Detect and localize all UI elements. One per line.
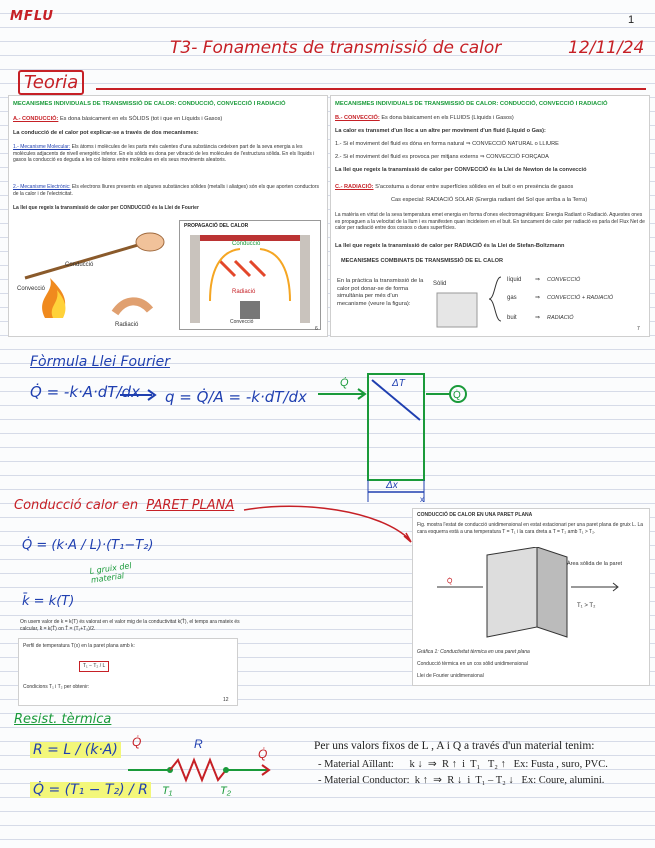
pared-label-area: Àrea sòlida de la paret [567,561,623,567]
pared-title [14,498,234,513]
circuit-q-left: Q̇ [132,735,142,749]
item-a [13,116,325,123]
page-number: 1 [628,14,635,26]
propagation-drawing [180,231,320,327]
intro: La conducció de el calor pot explicar-se a través de dos mecanismes: [13,130,199,136]
circuit-q-right: Q̇ [258,747,268,761]
item-a-text: Es dona bàsicament en els SÒLIDS (tot i que en Líquids i Gasos) [59,116,223,122]
propagation-figure [179,220,321,330]
mech1-label: 1.- Mecanisme Molecular: [13,144,71,150]
slide-right-heading: MECANISMES INDIVIDUALS DE TRANSMISSIÓ DE CALOR: CONDUCCIÓ, CONVECCIÓ I RADIACIÓ [335,101,608,107]
combined-title: MECANISMES COMBINATS DE TRANSMISSIÓ DE EL CALOR [341,258,504,264]
illus-label-radiacio: Radiació [115,322,139,328]
rad-text: La matèria en virtut de la seva temperatura emet energia en forma d'ones electromagnètiques: Energia Radiant o Radiació. Aquestes ones es propaguen a la velocitat de la llum i es manifesten quan incideixen en el buit. En tancament de calor per radiació es parla del Flux Net de calor per radiació entre dos cossos o dues superfícies. [335,212,645,231]
item-c-label: C.- RADIACIÓ: [335,184,374,190]
mech2-label: 2.- Mecanisme Electrònic: [13,184,71,190]
fourier-title: Fòrmula Llei Fourier [30,354,170,370]
fourier-eq2: q = Q̇/A = -k·dT/dx [165,388,307,406]
item-c-text2: Cas especial: RADIACIÓ SOLAR (Energia radiant del Sol que arriba a la Terra) [391,197,588,203]
section-title: Teoria [18,70,84,95]
pared-title-emph: PARET PLANA [146,498,235,513]
illus-label-conduccio: Conducció [65,262,94,268]
illus-label-conveccio: Convecció [17,286,46,292]
propagation-title: PROPAGACIÓ DEL CALOR [184,223,249,229]
resist-row-2: - Material Conductor: k ↑ ⇒ R ↓ i T₁ – T₂ ↓ Ex: Coure, alumini. [318,775,605,786]
pared-line-1: Conducció tèrmica en un cos sòlid unidimensional [417,661,528,667]
mini-bottom: Condicions T₁ i T₂ per obtenir: [23,684,90,690]
combined-text: En la pràctica la transmissió de la calor pot donar-se de forma simultània per més d'un mecanisme (veure la figura): [337,278,424,307]
conv-intro: La calor es transmet d'un lloc a un altre per moviment d'un fluid (Líquid o Gas): [335,128,546,134]
author-logo: MFLU [10,9,54,24]
pared-mini-caption: Gràfica 1: Conductivitat tèrmica en una paret plana [417,649,530,655]
resist-text-intro: Per uns valors fixos de L , A i Q a través d'un material tenim: [314,740,595,752]
slide-convection-radiation [330,95,650,337]
slide-right-num: 7 [637,326,640,332]
fourier-q-left: Q̇ [340,377,349,389]
slide-left-num: 6 [315,326,318,332]
prop-label-radiacio: Radiació [232,289,256,295]
diagram-result-3: RADIACIÓ [547,315,574,321]
resist-eq-r: R = L / (k·A) [30,742,121,758]
diagram-result-2: CONVECCIÓ + RADIACIÓ [547,295,614,301]
slide-left-heading: MECANISMES INDIVIDUALS DE TRANSMISSIÓ DE CALOR: CONDUCCIÓ, CONVECCIÓ I RADIACIÓ [13,101,286,107]
conv2: 2.- Si el moviment del fluid es provoca per mitjans externs ⇒ CONVECCIÓ FORÇADA [335,154,549,160]
diagram-source: Sòlid [433,281,447,287]
fourier-law: La llei que regeix la transmissió de calor per CONDUCCIÓ és la Llei de Fourier [13,205,199,211]
item-c [335,184,647,191]
conv1: 1.- Si el moviment del fluid es dóna en forma natural ⇒ CONVECCIÓ NATURAL o LLIURE [335,141,559,147]
pared-curved-arrow [240,500,420,560]
resist-eq-q: Q̇ = (T₁ − T₂) / R [30,782,151,798]
mech2 [13,184,325,197]
diagram-result-1: CONVECCIÓ [547,277,581,283]
resist-title: Resist. tèrmica [14,712,112,727]
mini-eq-label: Perfil de temperatura T(x) en la paret plana amb k: [23,643,135,649]
section-underline [96,88,646,90]
pared-label-t: T₁ > T₂ [577,603,596,609]
pared-slide-text: Fig. mostra l'estat de conducció unidimensional en estat estacionari per una paret plana de gruix L. La cara esquerra està a una temperatura T = T₁ i la cara dreta a T = T₂ amb T₁ > T₂. [417,522,644,535]
circuit-t2: T₂ [220,785,231,797]
mech1-text: Els àtoms i molècules de les parts més calentes d'una substància cedeixen part de la seva energia a les molècules adjacents de nivell energètic inferior. En els sòlids es dona per vibració de les molècules de l'estructura sòlida. En els líquids i gasos la conducció es deguda a les col·lisions entre molècules en els seus moviments aleatoris. [13,144,315,163]
rad-law: La llei que regeix la transmissió de calor per RADIACIÓ és la Llei de Stefan-Boltzmann [335,243,565,249]
pared-note-L: L gruix del material [89,561,133,585]
pared-3d-wall [417,547,645,647]
diagram-buit: buit [507,315,517,321]
fourier-axis-x: x [420,495,424,504]
slide-conduction [8,95,328,337]
item-a-label: A.- CONDUCCIÓ: [13,116,59,122]
item-b-text: Es dona bàsicament en els FLUIDS (Líquids i Gasos) [381,115,514,121]
pared-line-2: Llei de Fourier unidimensional [417,673,484,679]
svg-text:⇒: ⇒ [535,295,541,301]
fourier-eq1: Q̇ = -k·A·dT/dx [30,383,140,401]
pared-label-q: Q̇ [447,578,453,585]
prop-label-conduccio: Conducció [232,241,261,247]
item-b-label: B.- CONVECCIÓ: [335,115,380,121]
svg-text:⇒: ⇒ [535,277,541,283]
pared-eq-k: k̄ = k(T) [22,594,75,609]
mini-num: 12 [223,697,229,703]
fourier-wall-diagram [300,360,470,505]
page-title: T3- Fonaments de transmissió de calor [170,38,502,58]
mini-eq: T₁ − T₂ / L [79,661,109,672]
pared-small-text: On usem valor de k = k(T) és valorat en el valor mig de la conductivitat k(T̄), el temps ara mateix és calcular, k̄ = k(T̄) on T̄ = (T₁+T₂)/2. [20,619,240,632]
date: 12/11/24 [568,38,645,58]
heat-illustration [15,218,175,328]
fourier-q-right: Q̇ [453,390,461,401]
resist-row-1: - Material Aïllant: k ↓ ⇒ R ↑ i T₁ T₂ ↑ Ex: Fusta , suro, PVC. [318,759,608,770]
prop-label-conveccio: Convecció [230,319,254,325]
mech1 [13,144,325,164]
pared-eq-q: Q̇ = (k·A / L)·(T₁−T₂) [22,538,154,553]
fourier-arrow [118,388,158,402]
item-c-text1: S'acostuma a donar entre superfícies sòlides en el buit o en presència de gasos [375,184,574,190]
item-b [335,115,647,122]
pared-slide-caption: CONDUCCIÓ DE CALOR EN UNA PARET PLANA [417,512,533,518]
circuit-r: R [194,737,203,751]
combined-diagram [431,271,645,333]
circuit-t1: T₁ [162,785,173,797]
pared-mini-slide [18,638,238,706]
fourier-dt: ΔT [392,378,405,389]
mech2-text: Els electrons lliures presents en algunes substàncies sòlides (metalls i aliatges) són els que aporten conductors de la calor i de l'electricitat. [13,184,319,197]
diagram-liquid: líquid [507,277,522,283]
svg-text:⇒: ⇒ [535,315,541,321]
fourier-dx: Δx [386,480,398,491]
diagram-gas: gas [507,295,517,301]
conv-law: La llei que regeix la transmissió de calor per CONVECCIÓ és la Llei de Newton de la convecció [335,167,587,173]
pared-slide [412,508,650,686]
resist-circuit [120,730,280,802]
pared-title-prefix: Conducció calor en [14,498,139,513]
